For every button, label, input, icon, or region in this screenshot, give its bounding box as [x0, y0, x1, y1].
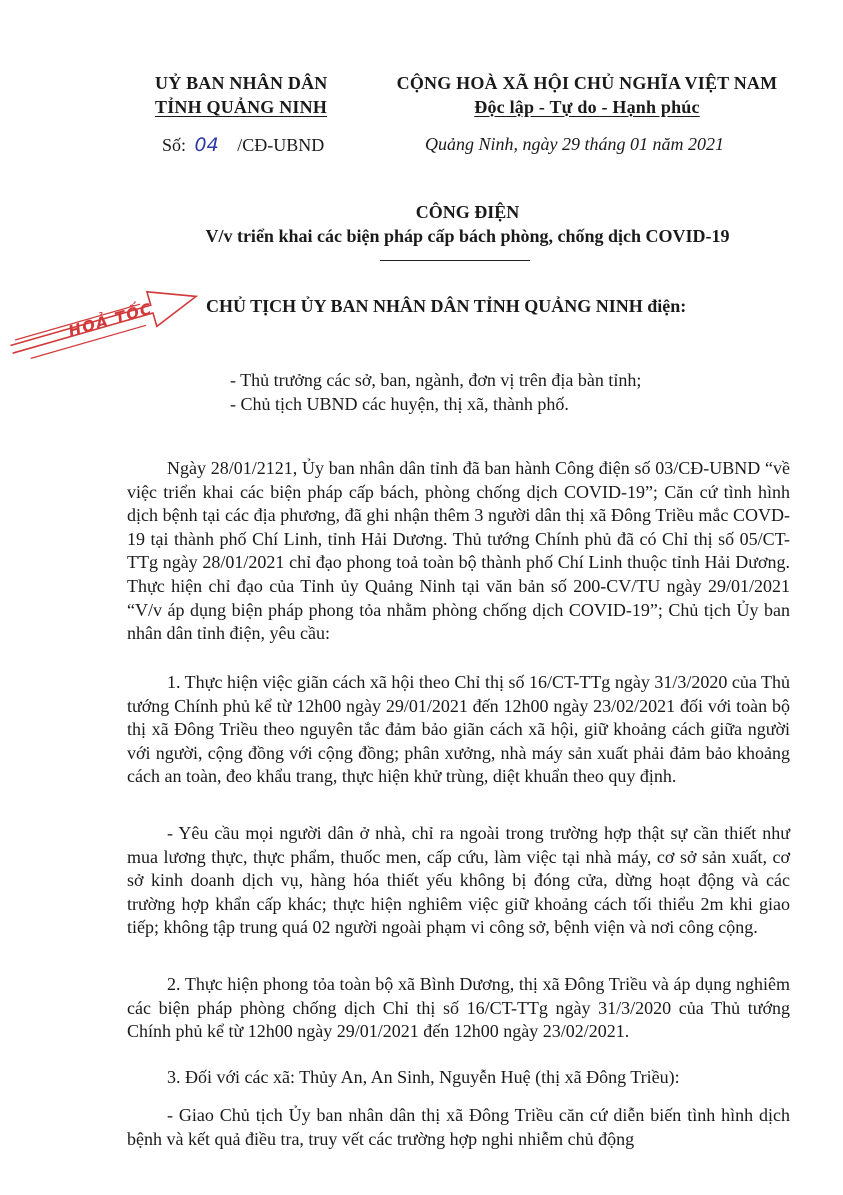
sender-line: CHỦ TỊCH ỦY BAN NHÂN DÂN TỈNH QUẢNG NINH điện:: [206, 296, 687, 316]
place-date: Quảng Ninh, ngày 29 tháng 01 năm 2021: [425, 134, 724, 154]
paragraph-item-2: 2. Thực hiện phong tỏa toàn bộ xã Bình Dương, thị xã Đông Triều và áp dụng nghiêm các biện pháp phòng chống dịch Chỉ thị số 16/CT-TTg ngày 31/3/2020 của Thủ tướng Chính phủ kể từ 12h00 ngày 29/01/2021 đến 12h00 ngày 23/02/2021.: [127, 974, 790, 1042]
recipient-1: - Thủ trưởng các sở, ban, ngành, đơn vị trên địa bàn tỉnh;: [230, 370, 642, 390]
title-line-2: V/v triển khai các biện pháp cấp bách phòng, chống dịch COVID-19: [205, 226, 730, 246]
national-header: [392, 71, 782, 119]
doc-number-prefix: Số:: [162, 135, 187, 155]
country-name: CỘNG HOÀ XÃ HỘI CHỦ NGHĨA VIỆT NAM: [396, 73, 778, 93]
stamp-text: HOẢ TỐC: [66, 299, 155, 341]
paragraph-item-1: 1. Thực hiện việc giãn cách xã hội theo Chỉ thị số 16/CT-TTg ngày 31/3/2020 của Thủ tướng Chính phủ kể từ 12h00 ngày 29/01/2021 đến 12h00 ngày 23/02/2021 đối với toàn bộ thị xã Đông Triều theo nguyên tắc đảm bảo giãn cách xã hội, giữ khoảng cách giữa người với người, cộng đồng với cộng đồng; phân xưởng, nhà máy sản xuất phải đảm bảo khoảng cách an toàn, đeo khẩu trang, thực hiện khử trùng, diệt khuẩn theo quy định.: [127, 672, 790, 787]
org-line-1: UỶ BAN NHÂN DÂN: [155, 73, 328, 93]
issuing-organization: [155, 71, 345, 119]
doc-number-handwritten: 04: [194, 134, 219, 156]
paragraph-intro: Ngày 28/01/2121, Ủy ban nhân dân tỉnh đã ban hành Công điện số 03/CĐ-UBND “về việc triển khai các biện pháp cấp bách, phòng chống dịch COVID-19”; Căn cứ tình hình dịch bệnh tại các địa phương, đã ghi nhận thêm 3 người dân thị xã Đông Triều mắc COVD-19 tại thành phố Chí Linh, tỉnh Hải Dương. Thủ tướng Chính phủ đã có Chỉ thị số 05/CT-TTg ngày 28/01/2021 chỉ đạo phong toả toàn bộ thành phố Chí Linh thuộc tỉnh Hải Dương. Thực hiện chỉ đạo của Tỉnh ủy Quảng Ninh tại văn bản số 200-CV/TU ngày 29/01/2021 “V/v áp dụng biện pháp phong tỏa nhằm phòng chống dịch COVID-19”; Chủ tịch Ủy ban nhân dân tỉnh điện, yêu cầu:: [127, 458, 790, 644]
paragraph-item-1-detail: - Yêu cầu mọi người dân ở nhà, chỉ ra ngoài trong trường hợp thật sự cần thiết như mua lương thực, thực phẩm, thuốc men, cấp cứu, làm việc tại nhà máy, cơ sở sản xuất, cơ sở kinh doanh dịch vụ, hàng hóa thiết yếu không bị đóng cửa, dừng hoạt động và các trường hợp khẩn cấp khác; thực hiện nghiêm việc giữ khoảng cách tối thiểu 2m khi giao tiếp; không tập trung quá 02 người ngoài phạm vi công sở, bệnh viện và nơi công cộng.: [127, 823, 790, 938]
recipient-2: - Chủ tịch UBND các huyện, thị xã, thành phố.: [230, 394, 569, 414]
national-motto: Độc lập - Tự do - Hạnh phúc: [474, 97, 700, 117]
doc-number-suffix: /CĐ-UBND: [237, 135, 325, 155]
urgent-stamp: [2, 256, 210, 376]
paragraph-item-3: 3. Đối với các xã: Thủy An, An Sinh, Nguyễn Huệ (thị xã Đông Triều):: [167, 1067, 680, 1087]
title-underline: [380, 260, 530, 261]
paragraph-item-3-detail: - Giao Chủ tịch Ủy ban nhân dân thị xã Đông Triều căn cứ diễn biến tình hình dịch bệnh và kết quả điều tra, truy vết các trường hợp nghi nhiễm chủ động: [127, 1105, 790, 1149]
org-line-2: TỈNH QUẢNG NINH: [155, 97, 328, 117]
title-line-1: CÔNG ĐIỆN: [415, 202, 520, 222]
document-number: [162, 134, 324, 156]
document-title: [155, 200, 780, 248]
